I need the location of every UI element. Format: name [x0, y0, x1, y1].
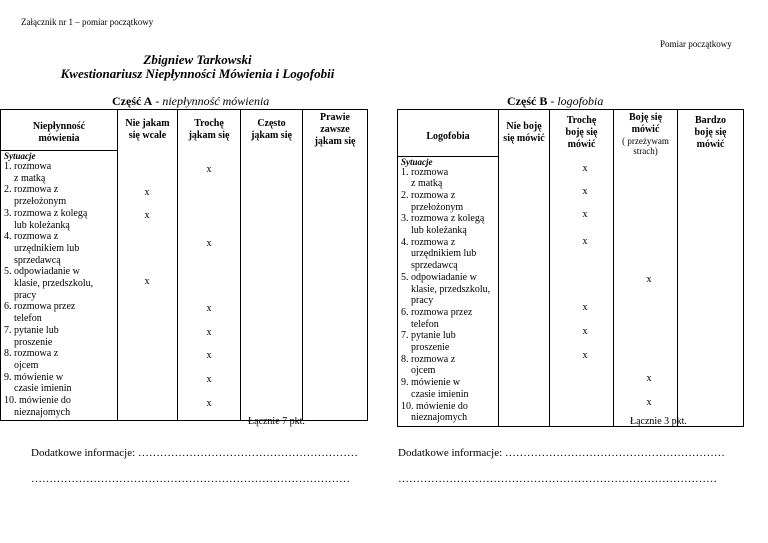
part-b-heading-italic: - logofobia [550, 94, 604, 108]
author-name: Zbigniew Tarkowski [143, 52, 252, 67]
situation-line: 3. rozmowa z kolegą [4, 207, 88, 219]
situation-line: klasie, przedszkolu, [411, 283, 491, 295]
answer-mark: x [144, 276, 150, 287]
situation-line: 7. pytanie lub [4, 324, 59, 336]
situation-line: z matką [411, 178, 443, 190]
part-b-header-col4: Bardzo boję się mówić [678, 110, 744, 157]
situation-line: czasie imienin [411, 388, 469, 400]
answer-mark: x [582, 350, 588, 361]
measurement-label: Pomiar początkowy [660, 39, 732, 49]
situation-line: 10. mówienie do [4, 395, 71, 407]
attachment-label: Załącznik nr 1 – pomiar początkowy [21, 17, 154, 27]
part-a-header-col4: Prawie zawsze jąkam się [303, 110, 368, 151]
part-b-situations [398, 156, 499, 426]
part-b-header-main: Logofobia [398, 110, 499, 157]
answer-mark: x [206, 238, 212, 249]
answer-mark: x [206, 327, 212, 338]
additional-info-a-dots: …………………………………………………………………………… [31, 473, 350, 485]
part-a-header-col1: Nie jakam się wcale [118, 110, 178, 151]
situation-line: proszenie [411, 342, 450, 354]
part-a-table [0, 109, 368, 421]
situation-line: 9. mówienie w [4, 371, 64, 383]
part-a-col3-cell [241, 151, 303, 421]
answer-mark: x [144, 210, 150, 221]
situation-line: sprzedawcą [411, 260, 458, 272]
answer-mark: x [582, 163, 588, 174]
part-b-total: Łącznie 3 pkt. [630, 416, 687, 427]
situation-line: telefon [411, 318, 439, 330]
situation-line: 1. rozmowa [401, 166, 449, 178]
situation-line: 3. rozmowa z kolegą [401, 213, 485, 225]
situation-line: 2. rozmowa z [401, 189, 456, 201]
part-b-heading-bold: Część B [507, 94, 548, 108]
additional-info-b: Dodatkowe informacje: …………………………………………………… [398, 447, 725, 459]
situation-line: 6. rozmowa przez [401, 306, 473, 318]
answer-mark: x [646, 274, 652, 285]
situation-line: 9. mówienie w [401, 377, 461, 389]
answer-mark: x [582, 186, 588, 197]
part-b-col3-cell [614, 156, 678, 426]
answer-mark: x [646, 373, 652, 384]
answer-mark: x [646, 397, 652, 408]
situation-line: 5. odpowiadanie w [4, 266, 80, 278]
questionnaire-title: Kwestionariusz Niepłynności Mówienia i Logofobii [60, 66, 335, 81]
part-b-header-col2: Trochę boję się mówić [550, 110, 614, 157]
situation-line: 4. rozmowa z [4, 231, 59, 243]
situation-line: nieznajomych [14, 406, 71, 418]
part-a-header-col2: Trochę jąkam się [178, 110, 241, 151]
part-a-heading-bold: Część A [112, 94, 153, 108]
situation-line: 7. pytanie lub [401, 330, 456, 342]
part-a-col4-cell [303, 151, 368, 421]
part-a-situations-label: Sytuacje [4, 151, 36, 161]
answer-mark: x [582, 209, 588, 220]
answer-mark: x [582, 302, 588, 313]
situation-line: urzędnikiem lub [411, 248, 477, 260]
situation-line: lub koleżanką [14, 219, 70, 231]
situation-line: 1. rozmowa [4, 161, 52, 172]
answer-mark: x [582, 326, 588, 337]
part-a-heading-italic: - niepłynność mówienia [155, 94, 270, 108]
situation-line: pracy [411, 295, 434, 307]
additional-info-a: Dodatkowe informacje: …………………………………………………… [31, 447, 358, 459]
part-b-header-col1: Nie boję się mówić [499, 110, 550, 157]
situation-line: 5. odpowiadanie w [401, 271, 477, 283]
situation-line: 4. rozmowa z [401, 236, 456, 248]
part-a-situations [1, 151, 118, 421]
part-b-header-col3: Boję się mówić ( przeżywam strach) [614, 110, 678, 157]
part-b-situations-label: Sytuacje [401, 156, 433, 167]
answer-mark: x [144, 187, 150, 198]
situation-line: przełożonym [411, 201, 464, 213]
part-b-table [397, 109, 744, 427]
situation-line: 6. rozmowa przez [4, 301, 76, 313]
situation-line: czasie imienin [14, 383, 72, 395]
situation-line: telefon [14, 313, 42, 325]
situation-line: sprzedawcą [14, 254, 61, 266]
situation-line: urzędnikiem lub [14, 242, 80, 254]
answer-mark: x [206, 303, 212, 314]
situation-line: z matką [14, 172, 46, 184]
part-a-total: Łącznie 7 pkt. [248, 416, 305, 427]
part-b-col4-cell [678, 156, 744, 426]
situation-line: 8. rozmowa z [4, 348, 59, 360]
part-a-header-main: Niepłynność mówienia [1, 110, 118, 151]
answer-mark: x [206, 164, 212, 175]
situation-line: proszenie [14, 336, 53, 348]
additional-info-b-dots: …………………………………………………………………………… [398, 473, 717, 485]
situation-line: 8. rozmowa z [401, 353, 456, 365]
answer-mark: x [206, 350, 212, 361]
part-b-heading [507, 94, 603, 109]
situation-line: 10. mówienie do [401, 400, 468, 412]
answer-mark: x [206, 398, 212, 409]
situation-line: ojcem [411, 365, 436, 377]
situation-line: nieznajomych [411, 412, 468, 424]
situation-line: lub koleżanką [411, 225, 467, 237]
part-a-header-col3: Często jąkam się [241, 110, 303, 151]
situation-line: przełożonym [14, 196, 67, 208]
answer-mark: x [582, 236, 588, 247]
situation-line: klasie, przedszkolu, [14, 278, 94, 290]
situation-line: 2. rozmowa z [4, 184, 59, 196]
part-a-heading [112, 94, 269, 109]
part-b-col1-cell [499, 156, 550, 426]
situation-line: pracy [14, 289, 37, 301]
situation-line: ojcem [14, 359, 39, 371]
answer-mark: x [206, 374, 212, 385]
